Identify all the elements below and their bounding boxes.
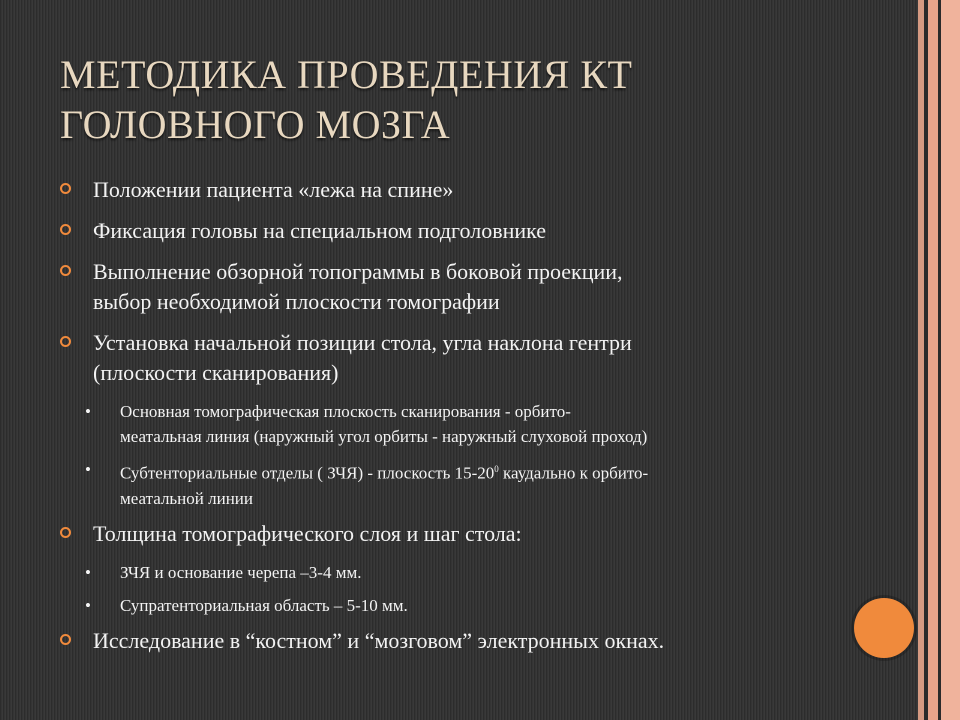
ring-bullet-icon (60, 183, 71, 194)
sub-item-text-after: каудально к орбито- (498, 463, 649, 483)
list-item-text: Толщина томографического слоя и шаг стола: (93, 520, 522, 546)
list-item-text-line2: выбор необходимой плоскости томографии (93, 289, 500, 314)
degree-sup: 0 (494, 464, 499, 474)
list-item-text: Фиксация головы на специальном подголовнике (93, 218, 547, 243)
sub-item-text: Супратенториальная область – 5-10 мм. (120, 595, 408, 615)
sub-item-text-line2: меатальная линия (наружный угол орбиты - наружный слуховой проход) (120, 427, 648, 446)
sub-list-item (60, 399, 840, 449)
title-line-1: МЕТОДИКА ПРОВЕДЕНИЯ КТ (60, 52, 633, 97)
list-item-text-line1: Выполнение обзорной топограммы в боковой проекции, (93, 259, 623, 284)
list-item-text: Положении пациента «лежа на спине» (93, 177, 454, 202)
ring-bullet-icon (60, 224, 71, 235)
list-item-text: Исследование в “костном” и “мозговом” электронных окнах. (93, 627, 665, 653)
list-item (60, 626, 840, 656)
ring-bullet-icon (60, 527, 71, 538)
ring-bullet-icon (60, 336, 71, 347)
sub-item-text-line1: Основная томографическая плоскость сканирования - орбито- (120, 402, 571, 421)
ring-bullet-icon (60, 634, 71, 645)
sub-list-item (60, 560, 840, 585)
sub-item-text-line1 (120, 457, 840, 486)
list-item (60, 257, 840, 317)
list-item-text-line2: (плоскости сканирования) (93, 360, 339, 385)
list-item (60, 519, 840, 549)
sub-item-text: ЗЧЯ и основание черепа –3-4 мм. (120, 562, 362, 582)
decorative-stripes (918, 0, 960, 720)
list-item-text-line1: Установка начальной позиции стола, угла наклона гентри (93, 330, 632, 355)
ring-bullet-icon (60, 265, 71, 276)
list-item (60, 216, 840, 246)
dot-bullet-icon: • (85, 402, 91, 421)
slide-title (60, 50, 900, 150)
dot-bullet-icon: • (85, 595, 91, 615)
list-item (60, 175, 840, 205)
sub-item-text-line2: меатальной линии (120, 488, 254, 508)
dot-bullet-icon: • (85, 460, 91, 479)
sub-item-text-before: Субтенториальные отделы ( ЗЧЯ) - плоскость 15-20 (120, 463, 495, 483)
list-item (60, 328, 840, 388)
slide-content (60, 175, 840, 667)
sub-list-item (60, 457, 840, 511)
title-line-2: ГОЛОВНОГО МОЗГА (60, 102, 451, 147)
dot-bullet-icon: • (85, 562, 91, 582)
orange-circle-icon (854, 598, 914, 658)
sub-list-item (60, 593, 840, 618)
